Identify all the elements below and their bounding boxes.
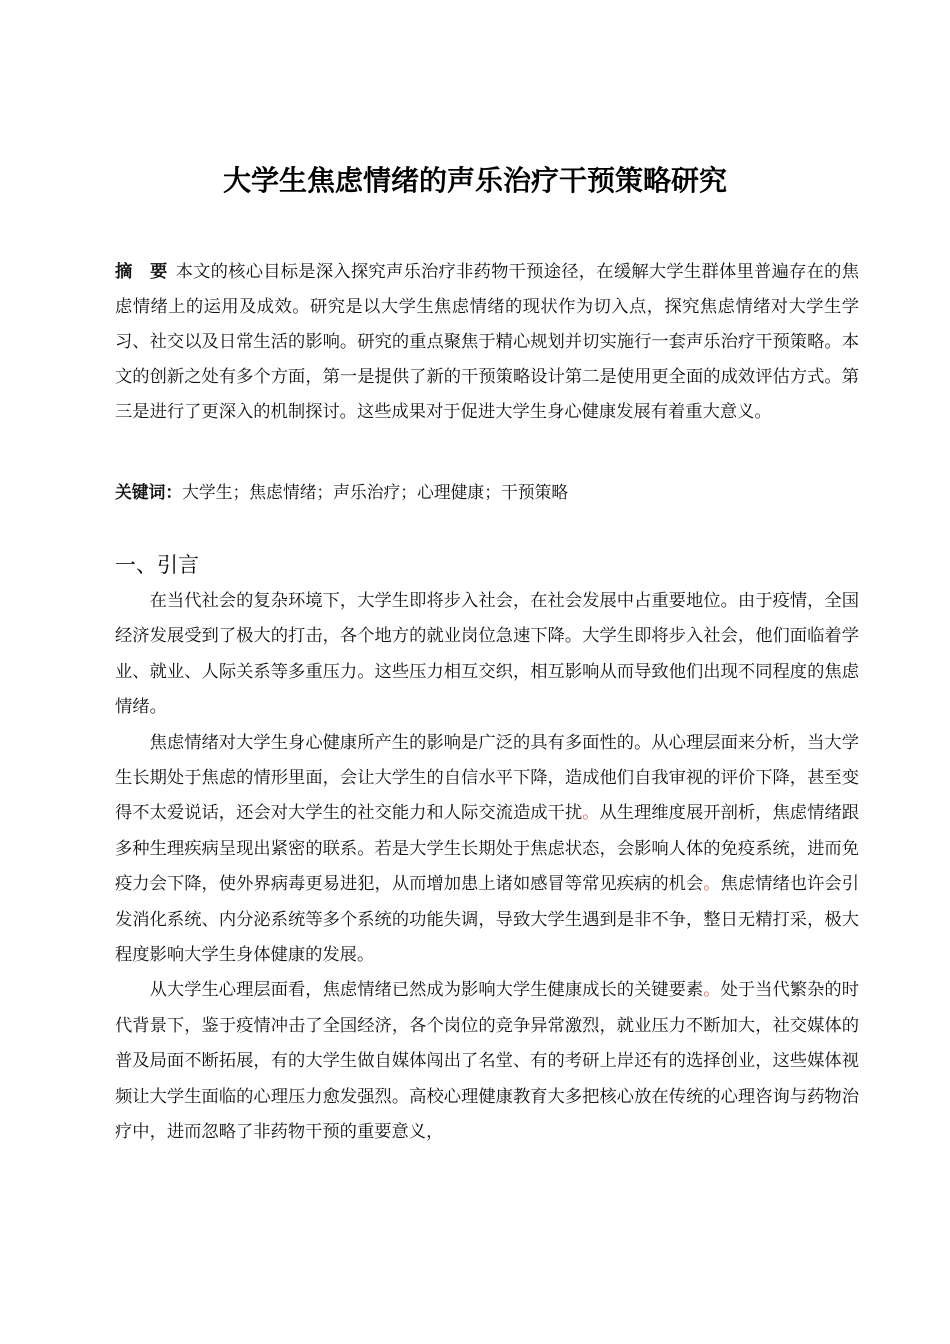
paragraph-2-part-c: 焦虑情绪也许会引发消化系统、内分泌系统等多个系统的功能失调，导致大学生遇到是非不争，整日无精打采，极大程度影响大学生身体健康的发展。: [115, 874, 859, 966]
paper-title: 大学生焦虑情绪的声乐治疗干预策略研究: [222, 164, 727, 197]
paragraph-3-part-b: 处于当代繁杂的时代背景下，鉴于疫情冲击了全国经济，各个岗位的竞争异常激烈，就业压力不断加大，社交媒体的普及局面不断拓展，有的大学生做自媒体闯出了名堂、有的考研上岸还有的选择创业，这些媒体视频让大学生面临的心理压力愈发强烈。高校心理健康教育大多把核心放在传统的心理咨询与药物治疗中，进而忽略了非药物干预的重要意义，: [115, 980, 859, 1143]
paragraph-3-period: 。: [703, 980, 721, 1001]
paragraph-3-part-a: 从大学生心理层面看，焦虑情绪已然成为影响大学生健康成长的关键要素: [149, 980, 704, 1001]
paragraph-1: 在当代社会的复杂环境下，大学生即将步入社会，在社会发展中占重要地位。由于疫情，全国经济发展受到了极大的打击，各个地方的就业岗位急速下降。大学生即将步入社会，他们面临着学业、就业、人际关系等多重压力。这些压力相互交织，相互影响从而导致他们出现不同程度的焦虑情绪。: [115, 591, 859, 718]
keywords-text: 大学生；焦虑情绪；声乐治疗；心理健康；干预策略: [182, 482, 569, 502]
paragraph-2: [115, 726, 859, 974]
paragraph-2-part-a: 焦虑情绪对大学生身心健康所产生的影响是广泛的具有多面性的。从心理层面来分析，当大学生长期处于焦虑的情形里面，会让大学生的自信水平下降，造成他们自我审视的评价下降，甚至变得不太爱说话，还会对大学生的社交能力和人际交流造成干扰: [115, 732, 859, 824]
keywords-label: 关键词：: [115, 482, 183, 502]
paragraph-2-period-2: 。: [703, 874, 721, 895]
keywords: [115, 476, 859, 508]
section-heading: 一、引言: [115, 553, 199, 577]
paragraph-2-period-1: 。: [582, 803, 600, 824]
abstract-text: 本文的核心目标是深入探究声乐治疗非药物干预途径，在缓解大学生群体里普遍存在的焦虑情绪上的运用及成效。研究是以大学生焦虑情绪的现状作为切入点，探究焦虑情绪对大学生学习、社交以及日常生活的影响。研究的重点聚焦于精心规划并切实施行一套声乐治疗干预策略。本文的创新之处有多个方面，第一是提供了新的干预策略设计第二是使用更全面的成效评估方式。第三是进行了更深入的机制探讨。这些成果对于促进大学生身心健康发展有着重大意义。: [115, 262, 859, 422]
section-body: [115, 584, 859, 1151]
paragraph-3: [115, 973, 859, 1150]
paragraph-2-part-b: 从生理维度展开剖析，焦虑情绪跟多种生理疾病呈现出紧密的联系。若是大学生长期处于焦虑状态，会影响人体的免疫系统，进而免疫力会下降，使外界病毒更易进犯，从而增加患上诸如感冒等常见疾病的机会: [115, 803, 859, 895]
abstract-label: 摘 要: [115, 262, 168, 282]
abstract: [115, 255, 859, 430]
